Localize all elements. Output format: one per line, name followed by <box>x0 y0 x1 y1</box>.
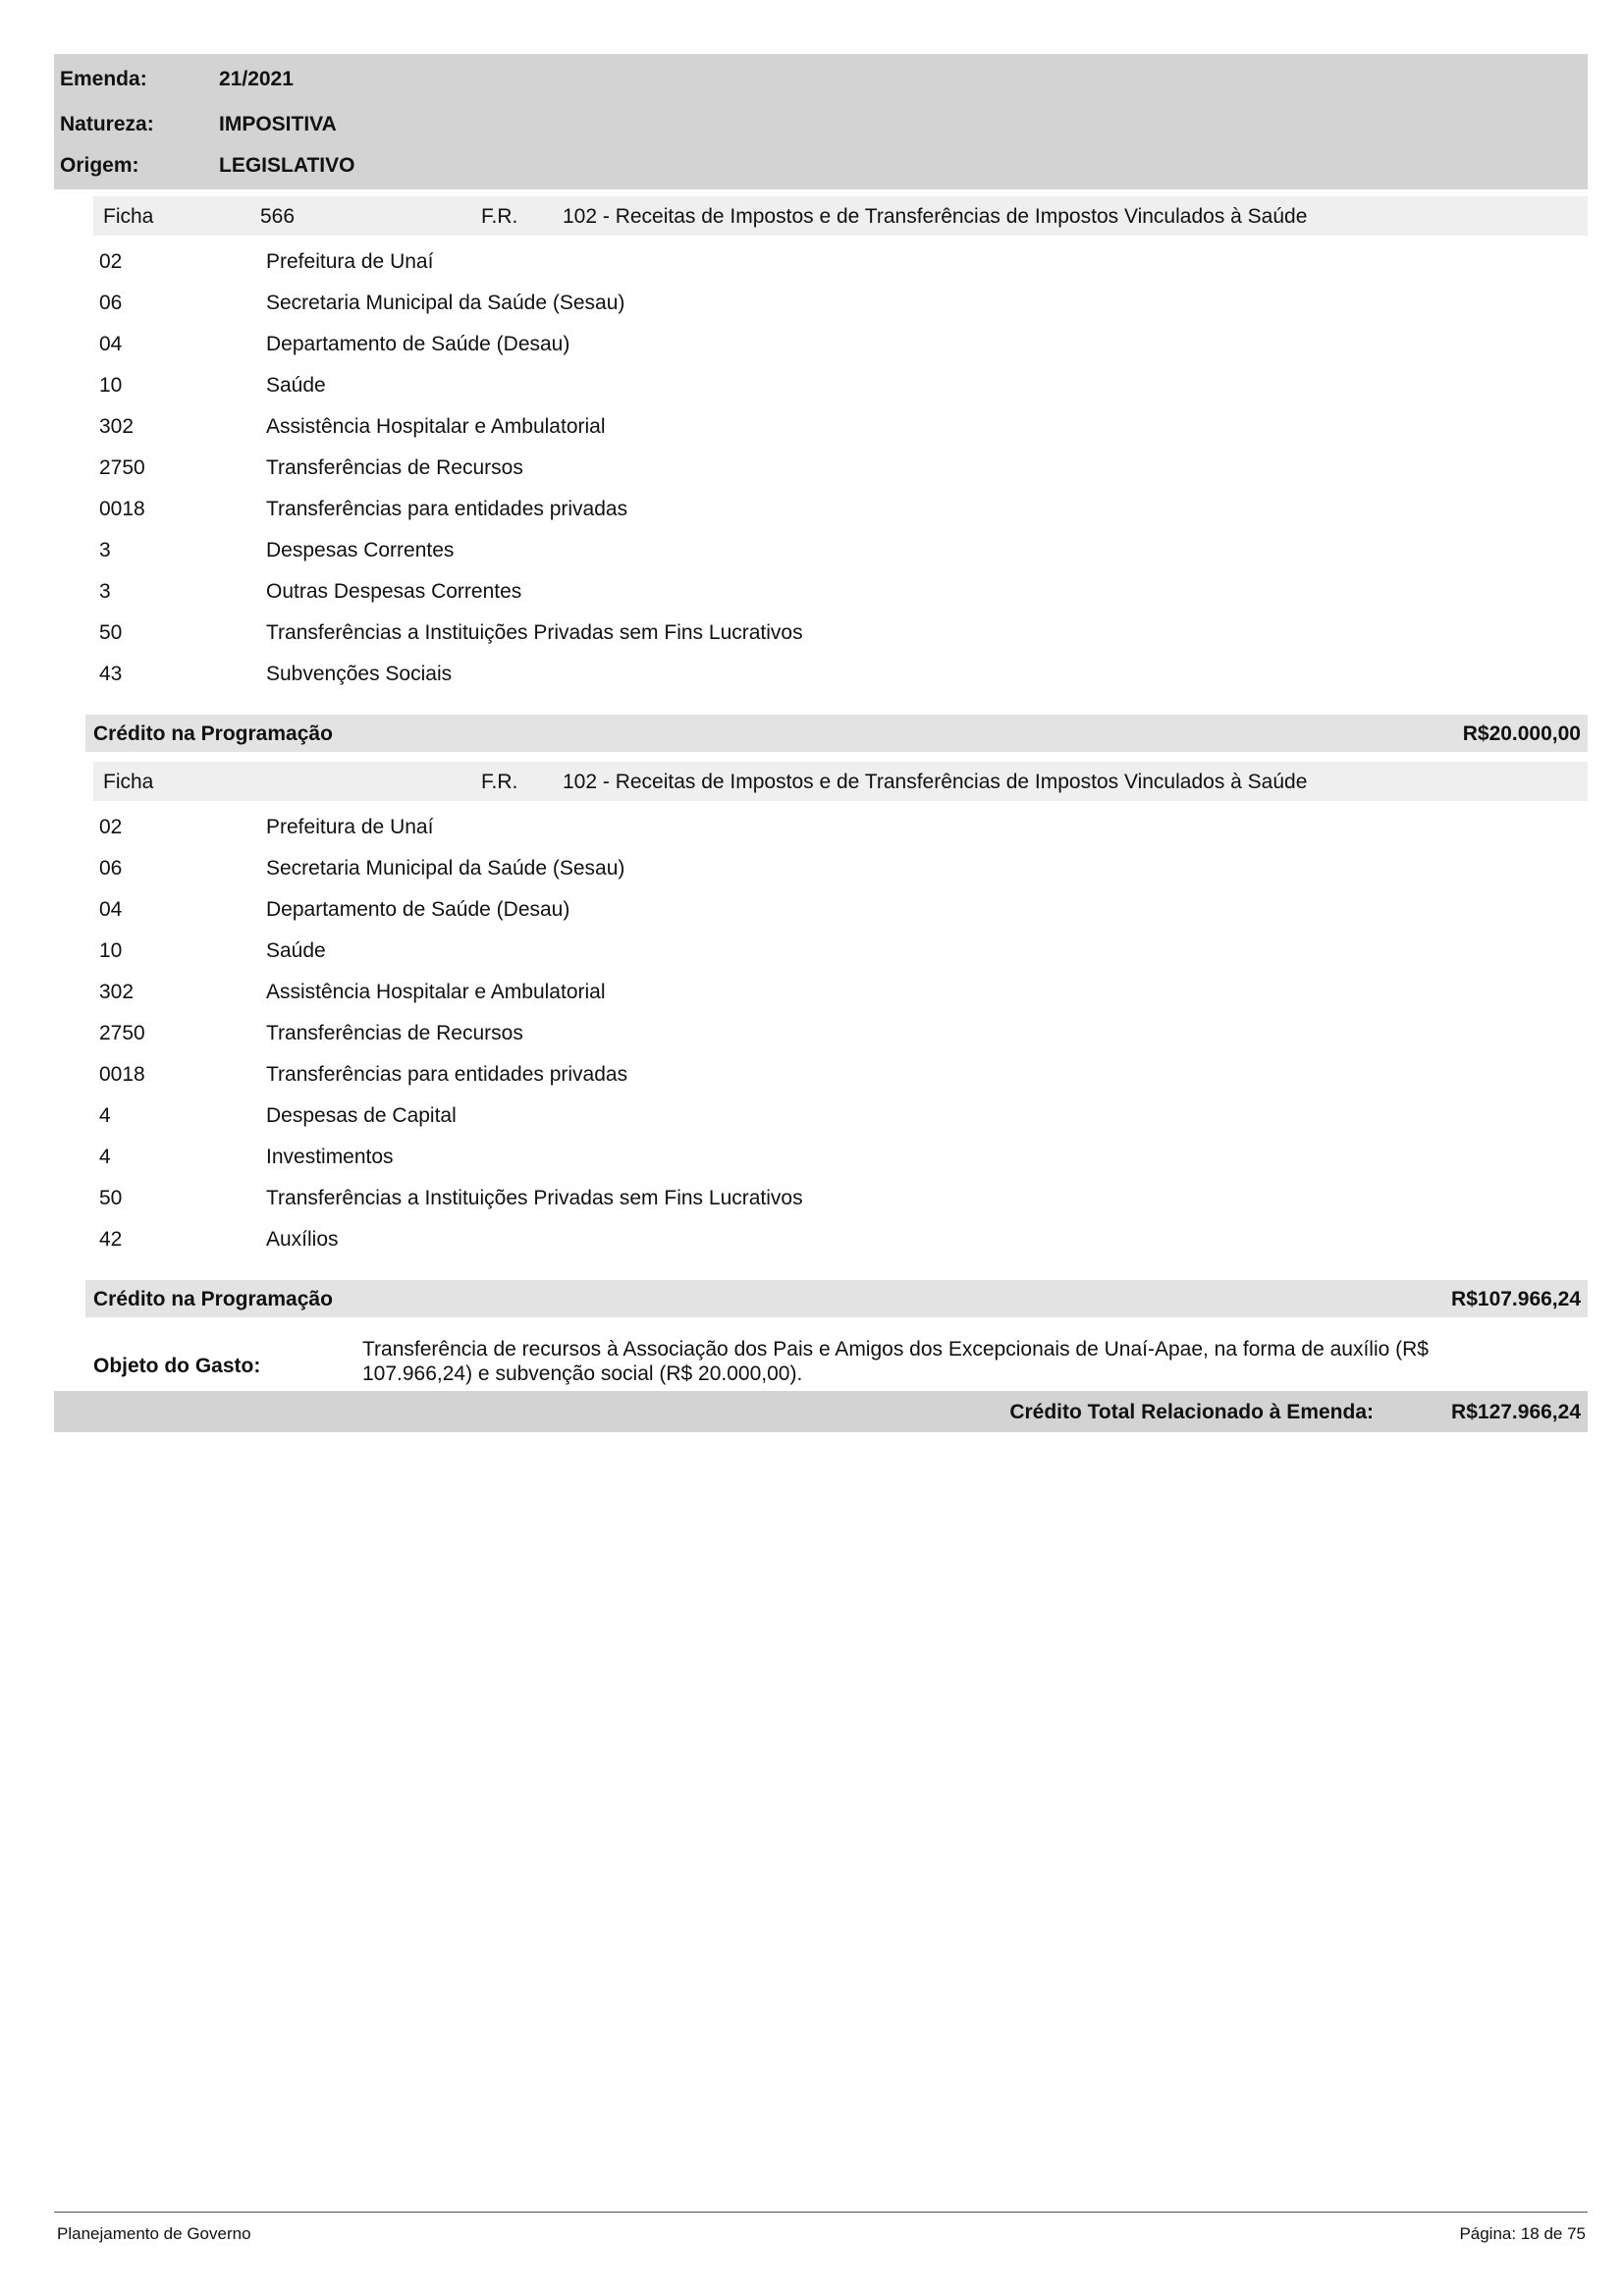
page-number: Página: 18 de 75 <box>1459 2224 1586 2243</box>
ficha-number: 566 <box>260 205 296 228</box>
item-code: 04 <box>99 898 123 921</box>
item-code: 302 <box>99 981 135 1003</box>
item-desc: Outras Despesas Correntes <box>266 580 522 603</box>
item-code: 3 <box>99 539 111 561</box>
item-desc: Secretaria Municipal da Saúde (Sesau) <box>266 857 625 880</box>
item-code: 50 <box>99 621 123 644</box>
total-value: R$127.966,24 <box>1451 1401 1581 1423</box>
natureza-label: Natureza: <box>60 113 154 135</box>
item-code: 0018 <box>99 498 145 520</box>
item-desc: Assistência Hospitalar e Ambulatorial <box>266 415 606 438</box>
item-code: 10 <box>99 939 123 962</box>
item-desc: Prefeitura de Unaí <box>266 250 434 273</box>
item-code: 50 <box>99 1187 123 1209</box>
item-desc: Departamento de Saúde (Desau) <box>266 333 570 355</box>
total-label: Crédito Total Relacionado à Emenda: <box>1009 1401 1374 1423</box>
item-code: 2750 <box>99 1022 145 1044</box>
item-desc: Departamento de Saúde (Desau) <box>266 898 570 921</box>
item-desc: Transferências para entidades privadas <box>266 1063 628 1086</box>
item-desc: Transferências a Instituições Privadas sem Fins Lucrativos <box>266 621 803 644</box>
document-page <box>54 54 1588 1423</box>
credit-row <box>85 1280 1588 1317</box>
ficha-header <box>93 196 1588 236</box>
item-code: 2750 <box>99 456 145 479</box>
fr-value: 102 - Receitas de Impostos e de Transferências de Impostos Vinculados à Saúde <box>563 205 1308 228</box>
fr-label: F.R. <box>481 771 518 793</box>
natureza-row <box>60 113 337 136</box>
item-code: 10 <box>99 374 123 397</box>
fr-label: F.R. <box>481 205 518 228</box>
origem-value: LEGISLATIVO <box>219 154 355 177</box>
emenda-value: 21/2021 <box>219 68 294 90</box>
origem-row <box>60 154 354 178</box>
item-desc: Despesas de Capital <box>266 1104 457 1127</box>
objeto-label: Objeto do Gasto: <box>93 1355 261 1377</box>
item-code: 3 <box>99 580 111 603</box>
item-code: 02 <box>99 816 123 838</box>
item-code: 02 <box>99 250 123 273</box>
natureza-value: IMPOSITIVA <box>219 113 337 135</box>
item-desc: Saúde <box>266 939 326 962</box>
item-desc: Auxílios <box>266 1228 339 1251</box>
credit-value: R$107.966,24 <box>1451 1288 1581 1310</box>
item-desc: Saúde <box>266 374 326 397</box>
item-code: 06 <box>99 857 123 880</box>
objeto-text: Transferência de recursos à Associação dos Pais e Amigos dos Excepcionais de Unaí-Apae, na forma de auxílio (R$ 107.966,24) e subvenção social (R$ 20.000,00). <box>362 1338 1429 1385</box>
item-code: 43 <box>99 663 123 685</box>
fr-value: 102 - Receitas de Impostos e de Transferências de Impostos Vinculados à Saúde <box>563 771 1308 793</box>
item-code: 0018 <box>99 1063 145 1086</box>
item-desc: Despesas Correntes <box>266 539 455 561</box>
item-desc: Transferências para entidades privadas <box>266 498 628 520</box>
ficha-label: Ficha <box>103 205 154 228</box>
ficha-header <box>93 762 1588 801</box>
item-code: 4 <box>99 1104 111 1127</box>
emenda-row <box>60 68 294 91</box>
item-code: 42 <box>99 1228 123 1251</box>
item-code: 302 <box>99 415 135 438</box>
item-desc: Subvenções Sociais <box>266 663 453 685</box>
item-desc: Transferências de Recursos <box>266 1022 523 1044</box>
item-desc: Secretaria Municipal da Saúde (Sesau) <box>266 292 625 314</box>
footer-left: Planejamento de Governo <box>57 2224 251 2243</box>
item-desc: Transferências de Recursos <box>266 456 523 479</box>
emenda-label: Emenda: <box>60 68 147 90</box>
credit-label: Crédito na Programação <box>93 1288 333 1310</box>
footer-divider <box>54 2212 1588 2213</box>
ficha-label: Ficha <box>103 771 154 793</box>
item-code: 4 <box>99 1146 111 1168</box>
item-desc: Assistência Hospitalar e Ambulatorial <box>266 981 606 1003</box>
item-desc: Investimentos <box>266 1146 394 1168</box>
emenda-header <box>54 54 1588 189</box>
credit-label: Crédito na Programação <box>93 722 333 745</box>
item-desc: Prefeitura de Unaí <box>266 816 434 838</box>
credit-value: R$20.000,00 <box>1462 722 1581 745</box>
credit-row <box>85 715 1588 752</box>
item-code: 06 <box>99 292 123 314</box>
origem-label: Origem: <box>60 154 139 177</box>
item-code: 04 <box>99 333 123 355</box>
total-row <box>54 1391 1588 1432</box>
item-desc: Transferências a Instituições Privadas sem Fins Lucrativos <box>266 1187 803 1209</box>
